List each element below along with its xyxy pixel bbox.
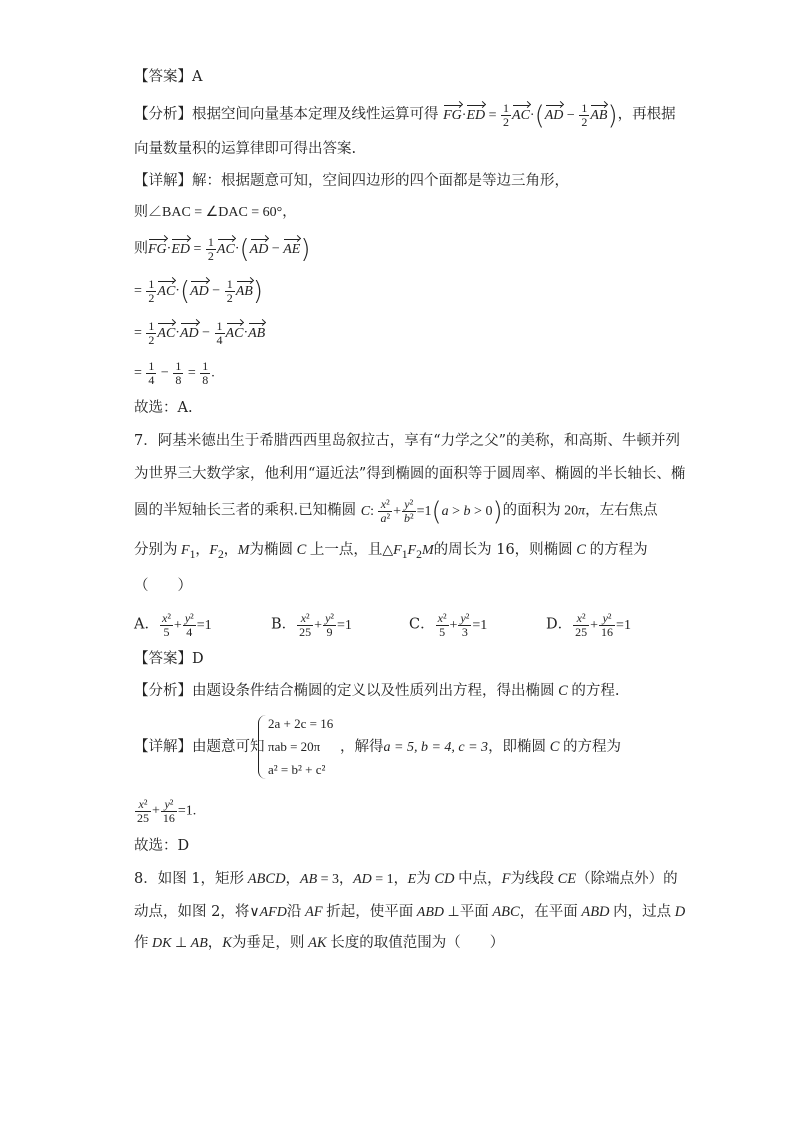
q7-stem-line3: 圆的半短轴长三者的乘积.已知椭圆 C: $\frac{\text{x²}}{\text{a²}}$ + $\frac{\text{y²}}{\text{b²}}$ =1(a > b > 0)的面积为 20π，左右焦点 — [134, 496, 658, 527]
system-eq-2: πab = 20π — [268, 739, 321, 754]
q6-analysis-line2: 向量数量积的运算律即可得出答案. — [134, 141, 357, 157]
eq-prefix: 则 — [134, 241, 148, 257]
q8-text-2f: 内，过点 — [613, 904, 672, 920]
stem-text-4a: 分别为 — [134, 542, 178, 558]
q7-analysis-line: 【分析】由题设条件结合椭圆的定义以及性质列出方程，得出椭圆 C 的方程. — [134, 683, 620, 699]
q7-stem-line4: 分别为 $F_1$，$F_2$，M为椭圆 C 上一点，且$\triangle F_1F_2M$的周长为 16，则椭圆 C 的方程为 — [134, 542, 648, 561]
stem-text: 圆的半短轴长三者的乘积.已知椭圆 — [134, 502, 357, 519]
q7-result: $\frac{\text{x²}}{25}$ + $\frac{\text{y²}}{16}$ =1. — [137, 797, 197, 825]
q6-final: 故选：A. — [134, 400, 193, 416]
q8-text-f: （除端点外）的 — [576, 871, 678, 887]
analysis-text: 根据空间向量基本定理及线性运算可得 — [192, 106, 439, 123]
solve-end: ，即椭圆 — [488, 739, 547, 755]
analysis-end: 的方程. — [571, 683, 620, 699]
option-label: B． — [271, 616, 297, 633]
stem-text-4c: 上一点，且 — [309, 542, 383, 558]
equation-brace — [258, 715, 267, 779]
vector-equation: FG·ED = $\frac{1}{2}$ AC·(AD − $\frac{1}{2}$ AB) — [443, 100, 618, 131]
q8-text-2d: 平面 — [459, 904, 489, 920]
q8-text-e: 为线段 — [510, 871, 554, 887]
analysis-tag: 【分析】 — [134, 683, 192, 699]
q8-line2: 动点，如图 2，将∨AFD沿 AF 折起，使平面 ABD ⊥平面 ABC，在平面 ABD 内，过点 D — [134, 904, 686, 920]
answer-tag: 【答案】 — [134, 651, 192, 667]
detail-tag: 【详解】 — [134, 173, 192, 189]
option-label: D． — [546, 616, 573, 633]
q8-line1: 8．如图 1，矩形 ABCD，AB = 3，AD = 1，E为 CD 中点，F为线段 CE（除端点外）的 — [134, 871, 678, 887]
ellipse-equation: C: $\frac{\text{x²}}{\text{a²}}$ + $\frac{\text{y²}}{\text{b²}}$ =1(a > b > 0) — [360, 496, 503, 527]
solve-values: a = 5, b = 4, c = 3 — [383, 740, 489, 755]
option-c[interactable]: C． $\frac{\text{x²}}{5}$ + $\frac{\text{y²}}{3}$ =1 — [409, 611, 488, 639]
detail-text: 由题意可知 — [192, 739, 265, 755]
q6-detail-line — [134, 171, 569, 191]
q6-step-2: = $\frac{1}{2}$ AC·(AD − $\frac{1}{2}$ AB) — [134, 276, 263, 307]
q6-angle-line: 则∠BAC = ∠DAC = 60°， — [134, 205, 297, 220]
q7-stem-line2: 为世界三大数学家，他利用“逼近法”得到椭圆的面积等于圆周率、椭圆的半长轴长、椭 — [134, 466, 686, 482]
option-b[interactable]: B． $\frac{\text{x²}}{25}$ + $\frac{\text{y²}}{9}$ =1 — [271, 611, 352, 639]
stem-text-4e: 的方程为 — [589, 542, 648, 558]
solve-text: ，解得 — [340, 739, 384, 755]
q8-text-c: 为 — [416, 871, 431, 887]
option-label: C． — [409, 616, 435, 633]
q8-text-2e: ，在平面 — [519, 904, 578, 920]
q6-step-4: = $\frac{1}{4}$ − $\frac{1}{8}$ = $\frac{1}{8}$ . — [134, 359, 215, 387]
stem-text-c: ，左右焦点 — [585, 502, 658, 519]
option-label: A． — [134, 616, 159, 633]
q8-text-2b: 沿 — [286, 904, 302, 920]
answer-value: D — [192, 651, 204, 667]
q8-text-3d: 长度的取值范围为（ ） — [330, 935, 505, 951]
analysis-tag: 【分析】 — [134, 106, 192, 123]
system-eq-3: a² = b² + c² — [268, 762, 326, 777]
detail-text: 解：根据题意可知，空间四边形的四个面都是等边三角形， — [192, 173, 569, 189]
q7-stem-line1: 7．阿基米德出生于希腊西西里岛叙拉古，享有“力学之父”的美称，和高斯、牛顿并列 — [134, 433, 681, 449]
q8-text-3a: 作 — [134, 935, 149, 951]
solve-end2: 的方程为 — [562, 739, 621, 755]
stem-text-4b: 为椭圆 — [249, 542, 293, 558]
q8-text-3b: ， — [207, 935, 223, 951]
q8-text-b: ， — [285, 871, 301, 887]
q7-detail-line — [134, 737, 265, 757]
q8-line3: 作 DK ⊥ AB，K为垂足，则 AK 长度的取值范围为（ ） — [134, 935, 505, 951]
system-eq-1: 2a + 2c = 16 — [268, 716, 334, 731]
q7-final: 故选：D — [134, 838, 190, 854]
analysis-text: 由题设条件结合椭圆的定义以及性质列出方程，得出椭圆 — [192, 683, 555, 699]
q7-blank: （ ） — [134, 578, 192, 594]
answer-tag: 【答案】 — [134, 69, 192, 85]
q8-text-2c: 折起，使平面 — [326, 904, 414, 920]
stem-text-b: 的面积为 — [502, 502, 561, 519]
q8-text: 8．如图 1，矩形 — [134, 871, 245, 887]
q6-step-1: 则FG·ED = $\frac{1}{2}$ AC·(AD − AE) — [134, 234, 311, 265]
q8-text-3c: 为垂足，则 — [231, 935, 305, 951]
q8-text-2a: 动点，如图 2，将 — [134, 904, 250, 920]
stem-text-4d: 的周长为 16，则椭圆 — [433, 542, 573, 558]
q8-text-d: 中点， — [458, 871, 502, 887]
option-a[interactable]: A． $\frac{\text{x²}}{5}$ + $\frac{\text{y²}}{4}$ =1 — [134, 611, 212, 639]
q7-answer-line — [134, 649, 204, 669]
option-d[interactable]: D． $\frac{\text{x²}}{25}$ + $\frac{\text{y²}}{16}$ =1 — [546, 611, 631, 639]
q6-answer-line — [134, 67, 202, 87]
detail-tag: 【详解】 — [134, 739, 192, 755]
answer-value: A — [192, 69, 203, 85]
q7-solve-line: ，解得a = 5, b = 4, c = 3，即椭圆 C 的方程为 — [340, 739, 621, 755]
analysis-text-mid: ，再根据 — [617, 106, 676, 123]
q6-step-3: = $\frac{1}{2}$ AC·AD − $\frac{1}{4}$ AC·AB — [134, 319, 266, 347]
q6-analysis-line — [134, 102, 676, 129]
